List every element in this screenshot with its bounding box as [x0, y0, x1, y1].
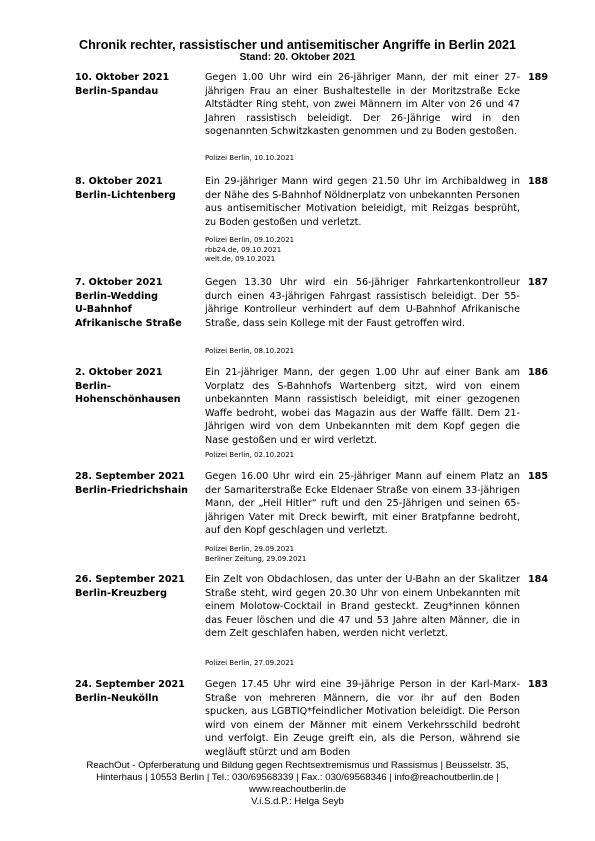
entry-location: U-Bahnhof — [75, 304, 132, 316]
entry-location: Berlin-Wedding — [75, 290, 158, 302]
entry-date: 10. Oktober 2021 — [75, 72, 170, 83]
entry-number: 185 — [528, 471, 549, 482]
entry-source: Polizei Berlin, 10.10.2021 — [205, 154, 295, 162]
footer-address-line: ReachOut - Opferberatung und Bildung gegen Rechtsextremismus und Rassismus | Beusselstr. 35, — [86, 760, 509, 771]
entry-date-location — [75, 678, 195, 705]
entry-sources — [205, 451, 520, 461]
entry-sources — [205, 236, 520, 265]
entry-text: Gegen 13.30 Uhr wird ein 56-jähriger Fahrkartenkontrolleur durch einen 43-jährigen Fahrgast rassistisch beleidigt. Der 55-jährige Kontrolleur verhindert auf dem U-Bahnhof Afrikanische Straße, dass sein Kollege mit der Faust getroffen wird. — [205, 277, 520, 329]
entry-date: 24. September 2021 — [75, 679, 185, 690]
entry-location: Berlin-Spandau — [75, 85, 159, 97]
entry-number: 189 — [528, 72, 549, 83]
entry-text: Gegen 16.00 Uhr wird ein 25-jähriger Mann auf einem Platz an der Samariterstraße Ecke Eldenaer Straße von einem 33-jährigen Mann, der „Heil Hitler“ ruft und den 25-Jährigen und seinen 65-jährigen Vater mit Dreck bewirft, mit einer Bratpfanne bedroht, auf den Kopf geschlagen und verletzt. — [205, 471, 520, 537]
entry-source: rbb24.de, 09.10.2021 — [205, 245, 282, 254]
document-title: Chronik rechter, rassistischer und antisemitischer Angriffe in Berlin 2021 — [79, 38, 516, 52]
entry-source: Polizei Berlin, 08.10.2021 — [205, 347, 295, 355]
entry-source: Polizei Berlin, 27.09.2021 — [205, 659, 295, 667]
entry-source: Polizei Berlin, 09.10.2021 — [205, 236, 295, 244]
entry-location: Afrikanische Straße — [75, 317, 182, 329]
entry-text: Ein Zelt von Obdachlosen, das unter der U-Bahn an der Skalitzer Straße steht, wird gegen 20.30 Uhr von einem Unbekannten mit einem Molotow-Cocktail in Brand gesteckt. Zeug*innen können das Feuer löschen und die 47 und 53 Jahre alten Männer, die in dem Zelt geschlafen haben, werden nicht verletzt. — [205, 574, 520, 640]
entry-date-location — [75, 71, 195, 98]
entry-sources — [205, 347, 520, 357]
entry-number: 184 — [528, 574, 549, 585]
document-stand-date: Stand: 20. Oktober 2021 — [239, 52, 356, 63]
footer-contact-line: Hinterhaus | 10553 Berlin | Tel.: 030/69568339 | Fax.: 030/69568346 | info@reachoutberlin.de | — [96, 772, 499, 783]
entry-date: 26. September 2021 — [75, 574, 185, 585]
entry-date-location — [75, 276, 195, 330]
entry-number: 187 — [528, 277, 549, 288]
entry-date-location — [75, 366, 195, 407]
entry-source: Polizei Berlin, 29.09.2021 — [205, 545, 295, 553]
entry-location: Hohenschönhausen — [75, 394, 181, 406]
entry-location: Berlin-Friedrichshain — [75, 484, 188, 496]
entry-number: 188 — [528, 176, 549, 187]
entry-date: 2. Oktober 2021 — [75, 367, 163, 378]
entry-date-location — [75, 470, 195, 497]
page-footer — [40, 760, 555, 808]
entry-date-location — [75, 573, 195, 600]
entry-sources — [205, 659, 520, 669]
footer-website: www.reachoutberlin.de — [248, 784, 347, 795]
entry-text: Ein 21-jähriger Mann, der gegen 1.00 Uhr auf einer Bank am Vorplatz des S-Bahnhofs Wartenberg sitzt, wird von einem unbekannten Mann rassistisch beleidigt, mit einer gezogenen Waffe bedroht, wobei das Magazin aus der Waffe fällt. Dem 21-Jährigen wird von dem Unbekannten mit dem Kopf gegen die Nase gestoßen und er wird verletzt. — [205, 367, 520, 446]
entry-source: Berliner Zeitung, 29.09.2021 — [205, 554, 307, 563]
footer-responsible: V.i.S.d.P.: Helga Seyb — [251, 796, 344, 807]
entry-location: Berlin-Kreuzberg — [75, 587, 167, 599]
entry-source: Polizei Berlin, 02.10.2021 — [205, 451, 295, 459]
entry-location: Berlin- — [75, 380, 111, 392]
entry-sources — [205, 545, 520, 564]
entry-date: 7. Oktober 2021 — [75, 277, 163, 288]
entry-date-location — [75, 175, 195, 202]
entry-sources — [205, 154, 520, 164]
entry-text: Gegen 1.00 Uhr wird ein 26-jähriger Mann, der mit einer 27-jährigen Frau an einer Bushaltestelle in der Moritzstraße Ecke Altstädter Ring steht, von zwei Männern im Alter von 26 und 47 Jahren rassistisch beleidigt. Der 26-Jährige wird in den sogenannten Schwitzkasten genommen und zu Boden gestoßen. — [205, 72, 520, 138]
entry-source: welt.de, 09.10.2021 — [205, 255, 276, 264]
entry-number: 183 — [528, 679, 549, 690]
entry-text: Ein 29-jähriger Mann wird gegen 21.50 Uhr im Archibaldweg in der Nähe des S-Bahnhof Nöldnerplatz von unbekannten Personen aus antisemitischer Motivation beleidigt, mit Reizgas besprüht, zu Boden gestoßen und verletzt. — [205, 176, 520, 228]
entry-text: Gegen 17.45 Uhr wird eine 39-jährige Person in der Karl-Marx-Straße von mehreren Männern, die vor ihr auf den Boden spucken, aus LGBTIQ*feindlicher Motivation beleidigt. Die Person wird von einem der Männer mit einem Verkehrsschild bedroht und verfolgt. Ein Zeuge greift ein, als die Person, während sie wegläuft stürzt und am Boden — [205, 679, 520, 758]
entry-date: 8. Oktober 2021 — [75, 176, 163, 187]
entry-location: Berlin-Neukölln — [75, 692, 159, 704]
entry-location: Berlin-Lichtenberg — [75, 189, 176, 201]
entry-date: 28. September 2021 — [75, 471, 185, 482]
entry-number: 186 — [528, 367, 549, 378]
